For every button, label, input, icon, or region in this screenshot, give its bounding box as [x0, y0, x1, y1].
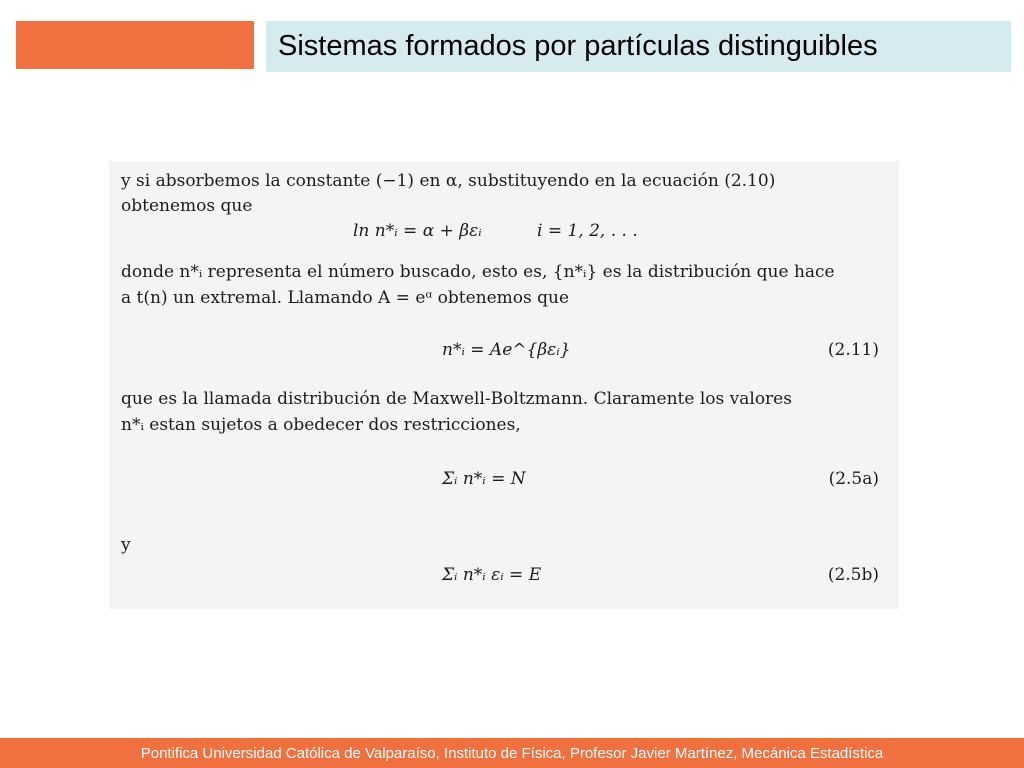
scan-line-4: a t(n) un extremal. Llamando A = eᵅ obtenemos que: [121, 288, 570, 308]
equation-sum-n: Σᵢ n*ᵢ = N: [442, 469, 526, 489]
equation-sum-e: Σᵢ n*ᵢ εᵢ = E: [442, 565, 542, 585]
accent-bar: [16, 21, 254, 69]
scan-line-7: y: [121, 535, 131, 555]
scan-line-5: que es la llamada distribución de Maxwell-Boltzmann. Claramente los valores: [121, 389, 792, 409]
scan-line-6: n*ᵢ estan sujetos a obedecer dos restricciones,: [121, 415, 521, 435]
slide-title: Sistemas formados por partículas distinguibles: [278, 30, 878, 62]
scan-line-2: obtenemos que: [121, 196, 253, 216]
scanned-text-image: [109, 161, 899, 609]
footer-text: Pontifica Universidad Católica de Valparaíso, Instituto de Física, Profesor Javier Martínez, Mecánica Estadística: [140, 744, 884, 762]
scan-line-1: y si absorbemos la constante (−1) en α, substituyendo en la ecuación (2.10): [121, 171, 776, 191]
footer-bar: [0, 738, 1024, 768]
equation-number-2-5a: (2.5a): [828, 469, 879, 489]
title-box: [266, 21, 1011, 72]
equation-log: ln n*ᵢ = α + βεᵢ: [353, 221, 482, 241]
equation-number-2-11: (2.11): [827, 340, 879, 360]
equation-distribution: n*ᵢ = Ae^{βεᵢ}: [442, 340, 571, 360]
equation-number-2-5b: (2.5b): [827, 565, 879, 585]
scan-line-3: donde n*ᵢ representa el número buscado, esto es, {n*ᵢ} es la distribución que hace: [121, 262, 835, 282]
equation-log-range: i = 1, 2, . . .: [537, 221, 638, 241]
